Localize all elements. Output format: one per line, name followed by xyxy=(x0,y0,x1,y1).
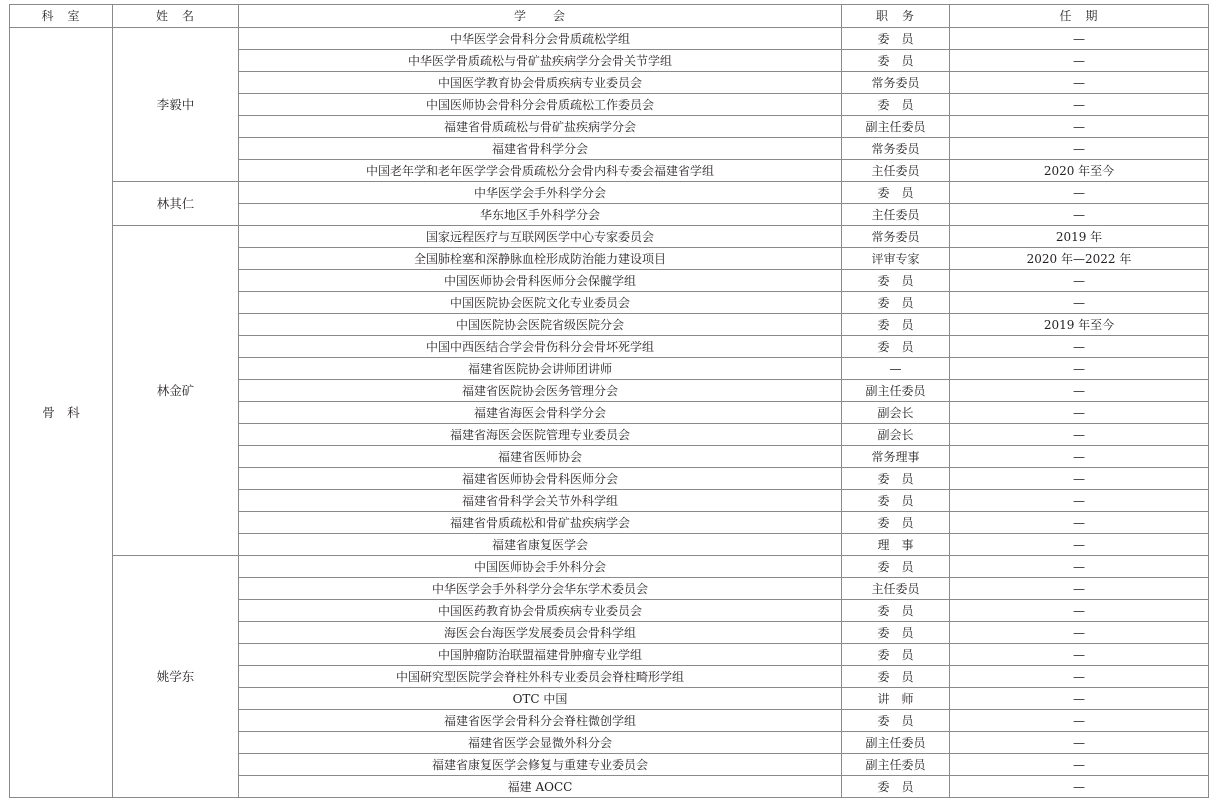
position-cell: 委 员 xyxy=(842,512,950,534)
term-cell: 2019 年至今 xyxy=(950,314,1209,336)
society-cell: 福建省海医会医院管理专业委员会 xyxy=(239,424,842,446)
society-cell: 福建省医院协会讲师团讲师 xyxy=(239,358,842,380)
position-cell: — xyxy=(842,358,950,380)
position-cell: 副会长 xyxy=(842,424,950,446)
table-row xyxy=(10,226,1209,248)
society-cell: 福建省骨质疏松和骨矿盐疾病学会 xyxy=(239,512,842,534)
term-cell: — xyxy=(950,138,1209,160)
person-name-cell: 林金矿 xyxy=(113,226,239,556)
position-cell: 评审专家 xyxy=(842,248,950,270)
term-cell: — xyxy=(950,666,1209,688)
term-cell: — xyxy=(950,182,1209,204)
society-cell: 福建省医院协会医务管理分会 xyxy=(239,380,842,402)
society-cell: 中国医师协会手外科分会 xyxy=(239,556,842,578)
term-cell: — xyxy=(950,468,1209,490)
table-header xyxy=(10,5,1209,28)
society-cell: 全国肺栓塞和深静脉血栓形成防治能力建设项目 xyxy=(239,248,842,270)
term-cell: — xyxy=(950,28,1209,50)
position-cell: 委 员 xyxy=(842,622,950,644)
term-cell: — xyxy=(950,600,1209,622)
position-cell: 理 事 xyxy=(842,534,950,556)
term-cell: — xyxy=(950,270,1209,292)
position-cell: 副主任委员 xyxy=(842,754,950,776)
term-cell: — xyxy=(950,512,1209,534)
term-cell: — xyxy=(950,336,1209,358)
society-cell: 中国医院协会医院文化专业委员会 xyxy=(239,292,842,314)
society-cell: 国家远程医疗与互联网医学中心专家委员会 xyxy=(239,226,842,248)
society-cell: 海医会台海医学发展委员会骨科学组 xyxy=(239,622,842,644)
society-cell: 中国医院协会医院省级医院分会 xyxy=(239,314,842,336)
term-cell: — xyxy=(950,754,1209,776)
position-cell: 委 员 xyxy=(842,490,950,512)
person-name-cell: 姚学东 xyxy=(113,556,239,798)
position-cell: 委 员 xyxy=(842,644,950,666)
position-cell: 委 员 xyxy=(842,94,950,116)
position-cell: 副主任委员 xyxy=(842,116,950,138)
position-cell: 委 员 xyxy=(842,182,950,204)
society-cell: 福建省康复医学会 xyxy=(239,534,842,556)
position-cell: 委 员 xyxy=(842,666,950,688)
header-position: 职 务 xyxy=(842,5,950,28)
position-cell: 委 员 xyxy=(842,468,950,490)
term-cell: — xyxy=(950,292,1209,314)
position-cell: 委 员 xyxy=(842,50,950,72)
position-cell: 副主任委员 xyxy=(842,732,950,754)
header-name: 姓 名 xyxy=(113,5,239,28)
term-cell: — xyxy=(950,94,1209,116)
term-cell: — xyxy=(950,380,1209,402)
table-row xyxy=(10,556,1209,578)
society-cell: 中国肿瘤防治联盟福建骨肿瘤专业学组 xyxy=(239,644,842,666)
society-cell: 福建省医学会显微外科分会 xyxy=(239,732,842,754)
term-cell: — xyxy=(950,622,1209,644)
society-cell: 福建省医师协会 xyxy=(239,446,842,468)
society-cell: 福建省医学会骨科分会脊柱微创学组 xyxy=(239,710,842,732)
term-cell: 2020 年—2022 年 xyxy=(950,248,1209,270)
position-cell: 副主任委员 xyxy=(842,380,950,402)
position-cell: 主任委员 xyxy=(842,204,950,226)
roster-table-wrapper xyxy=(9,4,1208,798)
position-cell: 常务理事 xyxy=(842,446,950,468)
society-cell: 福建 AOCC xyxy=(239,776,842,798)
table-row xyxy=(10,182,1209,204)
term-cell: — xyxy=(950,578,1209,600)
term-cell: 2019 年 xyxy=(950,226,1209,248)
society-cell: 福建省康复医学会修复与重建专业委员会 xyxy=(239,754,842,776)
society-cell: 中华医学会手外科学分会 xyxy=(239,182,842,204)
term-cell: — xyxy=(950,50,1209,72)
term-cell: — xyxy=(950,490,1209,512)
header-society: 学 会 xyxy=(239,5,842,28)
society-cell: OTC 中国 xyxy=(239,688,842,710)
position-cell: 委 员 xyxy=(842,314,950,336)
term-cell: — xyxy=(950,534,1209,556)
position-cell: 委 员 xyxy=(842,710,950,732)
table-body xyxy=(10,28,1209,798)
term-cell: — xyxy=(950,402,1209,424)
society-roster-table xyxy=(9,4,1209,798)
term-cell: — xyxy=(950,424,1209,446)
term-cell: 2020 年至今 xyxy=(950,160,1209,182)
person-name-cell: 林其仁 xyxy=(113,182,239,226)
table-row xyxy=(10,28,1209,50)
society-cell: 福建省骨质疏松与骨矿盐疾病学分会 xyxy=(239,116,842,138)
position-cell: 常务委员 xyxy=(842,226,950,248)
position-cell: 委 员 xyxy=(842,776,950,798)
society-cell: 福建省骨科学会关节外科学组 xyxy=(239,490,842,512)
society-cell: 华东地区手外科学分会 xyxy=(239,204,842,226)
term-cell: — xyxy=(950,72,1209,94)
society-cell: 中国医师协会骨科医师分会保髋学组 xyxy=(239,270,842,292)
society-cell: 中国医师协会骨科分会骨质疏松工作委员会 xyxy=(239,94,842,116)
header-term: 任 期 xyxy=(950,5,1209,28)
term-cell: — xyxy=(950,358,1209,380)
header-department: 科 室 xyxy=(10,5,113,28)
position-cell: 委 员 xyxy=(842,556,950,578)
society-cell: 福建省医师协会骨科医师分会 xyxy=(239,468,842,490)
position-cell: 常务委员 xyxy=(842,138,950,160)
term-cell: — xyxy=(950,688,1209,710)
position-cell: 委 员 xyxy=(842,270,950,292)
society-cell: 福建省骨科学分会 xyxy=(239,138,842,160)
society-cell: 中华医学骨质疏松与骨矿盐疾病学分会骨关节学组 xyxy=(239,50,842,72)
society-cell: 中国中西医结合学会骨伤科分会骨坏死学组 xyxy=(239,336,842,358)
position-cell: 委 员 xyxy=(842,28,950,50)
term-cell: — xyxy=(950,710,1209,732)
term-cell: — xyxy=(950,446,1209,468)
society-cell: 中国医学教育协会骨质疾病专业委员会 xyxy=(239,72,842,94)
term-cell: — xyxy=(950,204,1209,226)
society-cell: 中国医药教育协会骨质疾病专业委员会 xyxy=(239,600,842,622)
position-cell: 委 员 xyxy=(842,336,950,358)
term-cell: — xyxy=(950,644,1209,666)
position-cell: 委 员 xyxy=(842,292,950,314)
society-cell: 中华医学会骨科分会骨质疏松学组 xyxy=(239,28,842,50)
position-cell: 主任委员 xyxy=(842,160,950,182)
person-name-cell: 李毅中 xyxy=(113,28,239,182)
term-cell: — xyxy=(950,556,1209,578)
position-cell: 委 员 xyxy=(842,600,950,622)
position-cell: 讲 师 xyxy=(842,688,950,710)
position-cell: 常务委员 xyxy=(842,72,950,94)
position-cell: 副会长 xyxy=(842,402,950,424)
position-cell: 主任委员 xyxy=(842,578,950,600)
header-row xyxy=(10,5,1209,28)
society-cell: 福建省海医会骨科学分会 xyxy=(239,402,842,424)
society-cell: 中国研究型医院学会脊柱外科专业委员会脊柱畸形学组 xyxy=(239,666,842,688)
department-cell: 骨 科 xyxy=(10,28,113,798)
society-cell: 中国老年学和老年医学学会骨质疏松分会骨内科专委会福建省学组 xyxy=(239,160,842,182)
term-cell: — xyxy=(950,116,1209,138)
term-cell: — xyxy=(950,776,1209,798)
term-cell: — xyxy=(950,732,1209,754)
society-cell: 中华医学会手外科学分会华东学术委员会 xyxy=(239,578,842,600)
